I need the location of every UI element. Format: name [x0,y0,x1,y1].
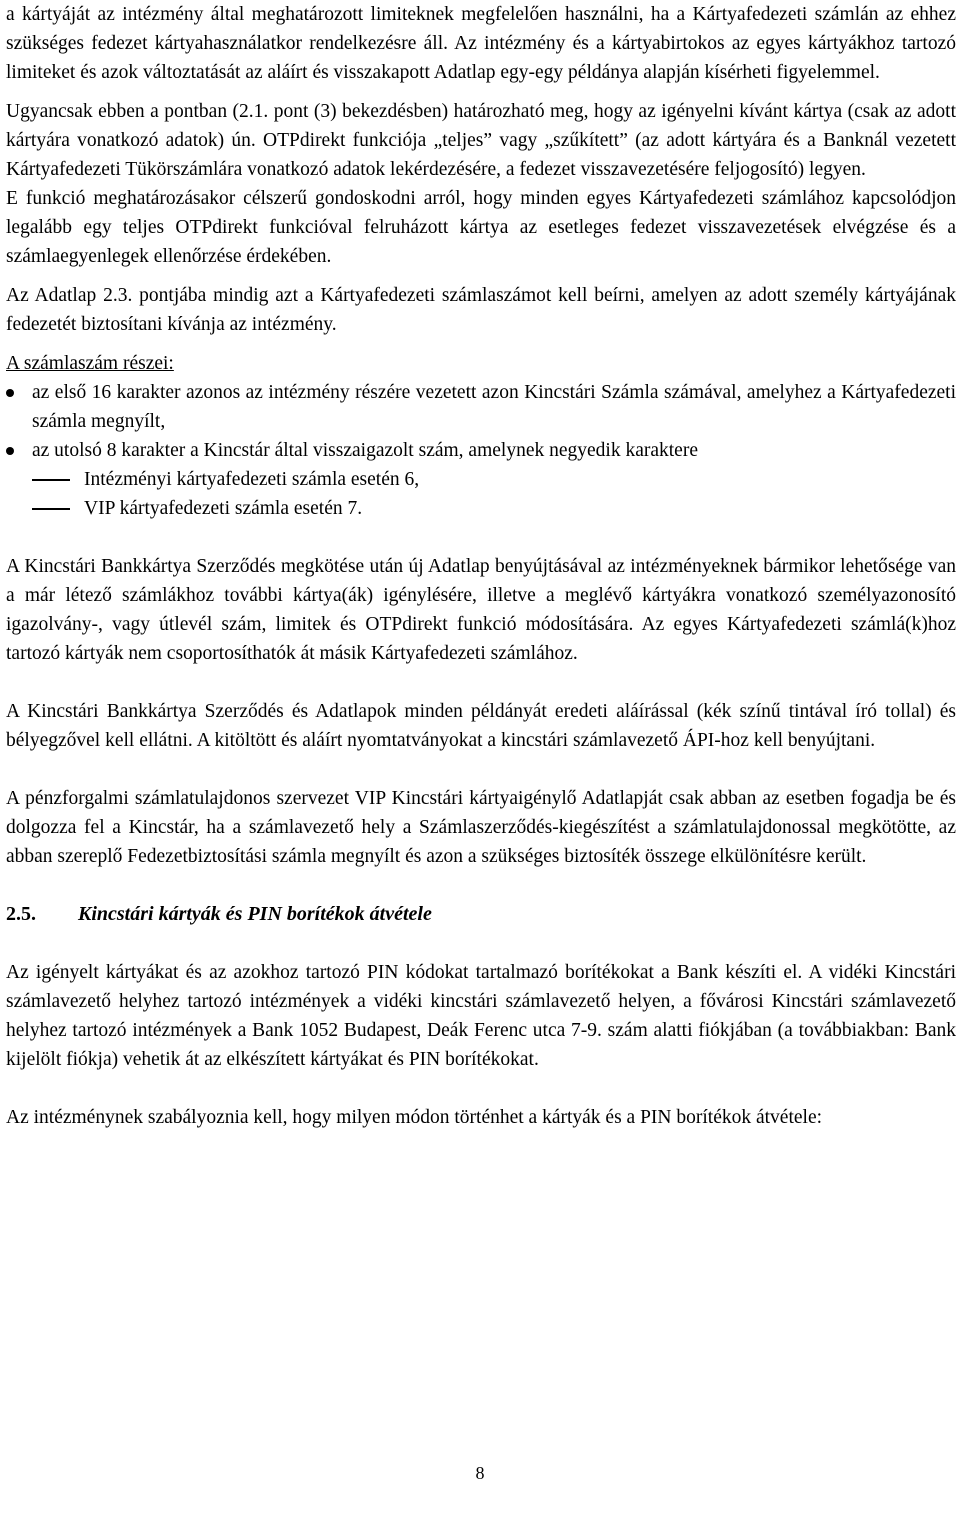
bullet-icon [6,389,14,397]
paragraph-card-pickup: Az igényelt kártyákat és az azokhoz tartozó PIN kódokat tartalmazó borítékokat a Bank készíti el. A vidéki Kincstári számlavezető helyhez tartozó intézmények a vidéki kincstári számlavezető helyen, a fővárosi Kincstári számlavezető helyhez tartozó intézmények a Bank 1052 Budapest, Deák Ferenc utca 7-9. szám alatti fiókjában (a továbbiakban: Bank kijelölt fiókja) vehetik át az elkészített kártyákat és PIN borítékokat. [6,962,956,1070]
section-number: 2.5. [6,903,36,925]
paragraph-function-determination: E funkció meghatározásakor célszerű gondoskodni arról, hogy minden egyes Kártyafedezeti számlához kapcsolódjon legalább egy teljes OTPdirekt funkcióval felruházott kártya az esetleges fedezet visszavezetések elvégzése és a számlaegyenlegek ellenőrzése érdekében. [6,188,956,267]
paragraph-pickup-rules: Az intézménynek szabályoznia kell, hogy milyen módon történhet a kártyák és a PIN borítékok átvétele: [6,1107,823,1128]
list-item [6,378,956,436]
sub-list-item [6,494,956,523]
paragraph-new-datasheet: A Kincstári Bankkártya Szerződés megkötése után új Adatlap benyújtásával az intézményeknek bármikor lehetősége van a már létező számlákhoz további kártya(ák) igénylésére, illetve a meglévő kártyákra vonatkozó személyazonosító igazolvány-, vagy útlevél szám, limitek és OTPdirekt funkció módosítására. Az egyes Kártyafedezeti számlá(k)hoz tartozó kártyák nem csoportosíthatók át másik Kártyafedezeti számlához. [6,556,956,664]
paragraph-card-limits: a kártyáját az intézmény által meghatározott limiteknek megfelelően használni, ha a Kártyafedezeti számlán az ehhez szükséges fedezet kártyahasználatkor rendelkezésre áll. Az intézmény és a kártyabirtokos az egyes kártyákhoz tartozó limiteket és azok változtatását az aláírt és visszakapott Adatlap egy-egy példánya alapján kísérheti figyelemmel. [6,4,956,83]
dash-icon [32,508,70,510]
sub-list-item-text: VIP kártyafedezeti számla esetén 7. [84,498,363,519]
document-page [6,0,956,1132]
page-number: 8 [475,1463,485,1483]
sub-list-item [6,465,956,494]
sub-list-item-text: Intézményi kártyafedezeti számla esetén 6, [84,469,420,490]
list-item [6,436,956,465]
bullet-icon [6,447,14,455]
section-title: Kincstári kártyák és PIN borítékok átvétele [78,903,432,925]
paragraph-otpdirekt-function: Ugyancsak ebben a pontban (2.1. pont (3) bekezdésben) határozható meg, hogy az igényelni kívánt kártya (csak az adott kártyára vonatkozó adatok) ún. OTPdirekt funkciója „teljes” vagy „szűkített” (az adott kártyára és a Banknál vezetett Kártyafedezeti Tükörszámlára vonatkozó adatok lekérdezésére, a fedezet visszavezetésére feljogosító) legyen. [6,101,956,180]
section-heading [6,900,956,929]
paragraph-account-number: Az Adatlap 2.3. pontjába mindig azt a Kártyafedezeti számlaszámot kell beírni, amelyen az adott személy kártyájának fedezetét biztosítani kívánja az intézmény. [6,285,956,335]
list-item-text: az első 16 karakter azonos az intézmény részére vezetett azon Kincstári Számla számával, amelyhez a Kártyafedezeti számla megnyílt, [32,382,956,432]
dash-icon [32,479,70,481]
paragraph-signature-requirements: A Kincstári Bankkártya Szerződés és Adatlapok minden példányát eredeti aláírással (kék színű tintával író tollal) és bélyegzővel kell ellátni. A kitöltött és aláírt nyomtatványokat a kincstári számlavezető ÁPI-hoz kell benyújtani. [6,701,956,751]
paragraph-vip-card-request: A pénzforgalmi számlatulajdonos szervezet VIP Kincstári kártyaigénylő Adatlapját csak abban az esetben fogadja be és dolgozza fel a Kincstár, ha a számlavezető hely a Számlaszerződés-kiegészítést a számlatulajdonossal megkötötte, az abban szereplő Fedezetbiztosítási számla megnyílt és azon a szükséges biztosíték összege elkülönítésre került. [6,788,956,867]
account-number-parts-heading: A számlaszám részei: [6,353,174,374]
list-item-text: az utolsó 8 karakter a Kincstár által visszaigazolt szám, amelynek negyedik karaktere [32,440,698,461]
account-parts-list [6,378,956,465]
